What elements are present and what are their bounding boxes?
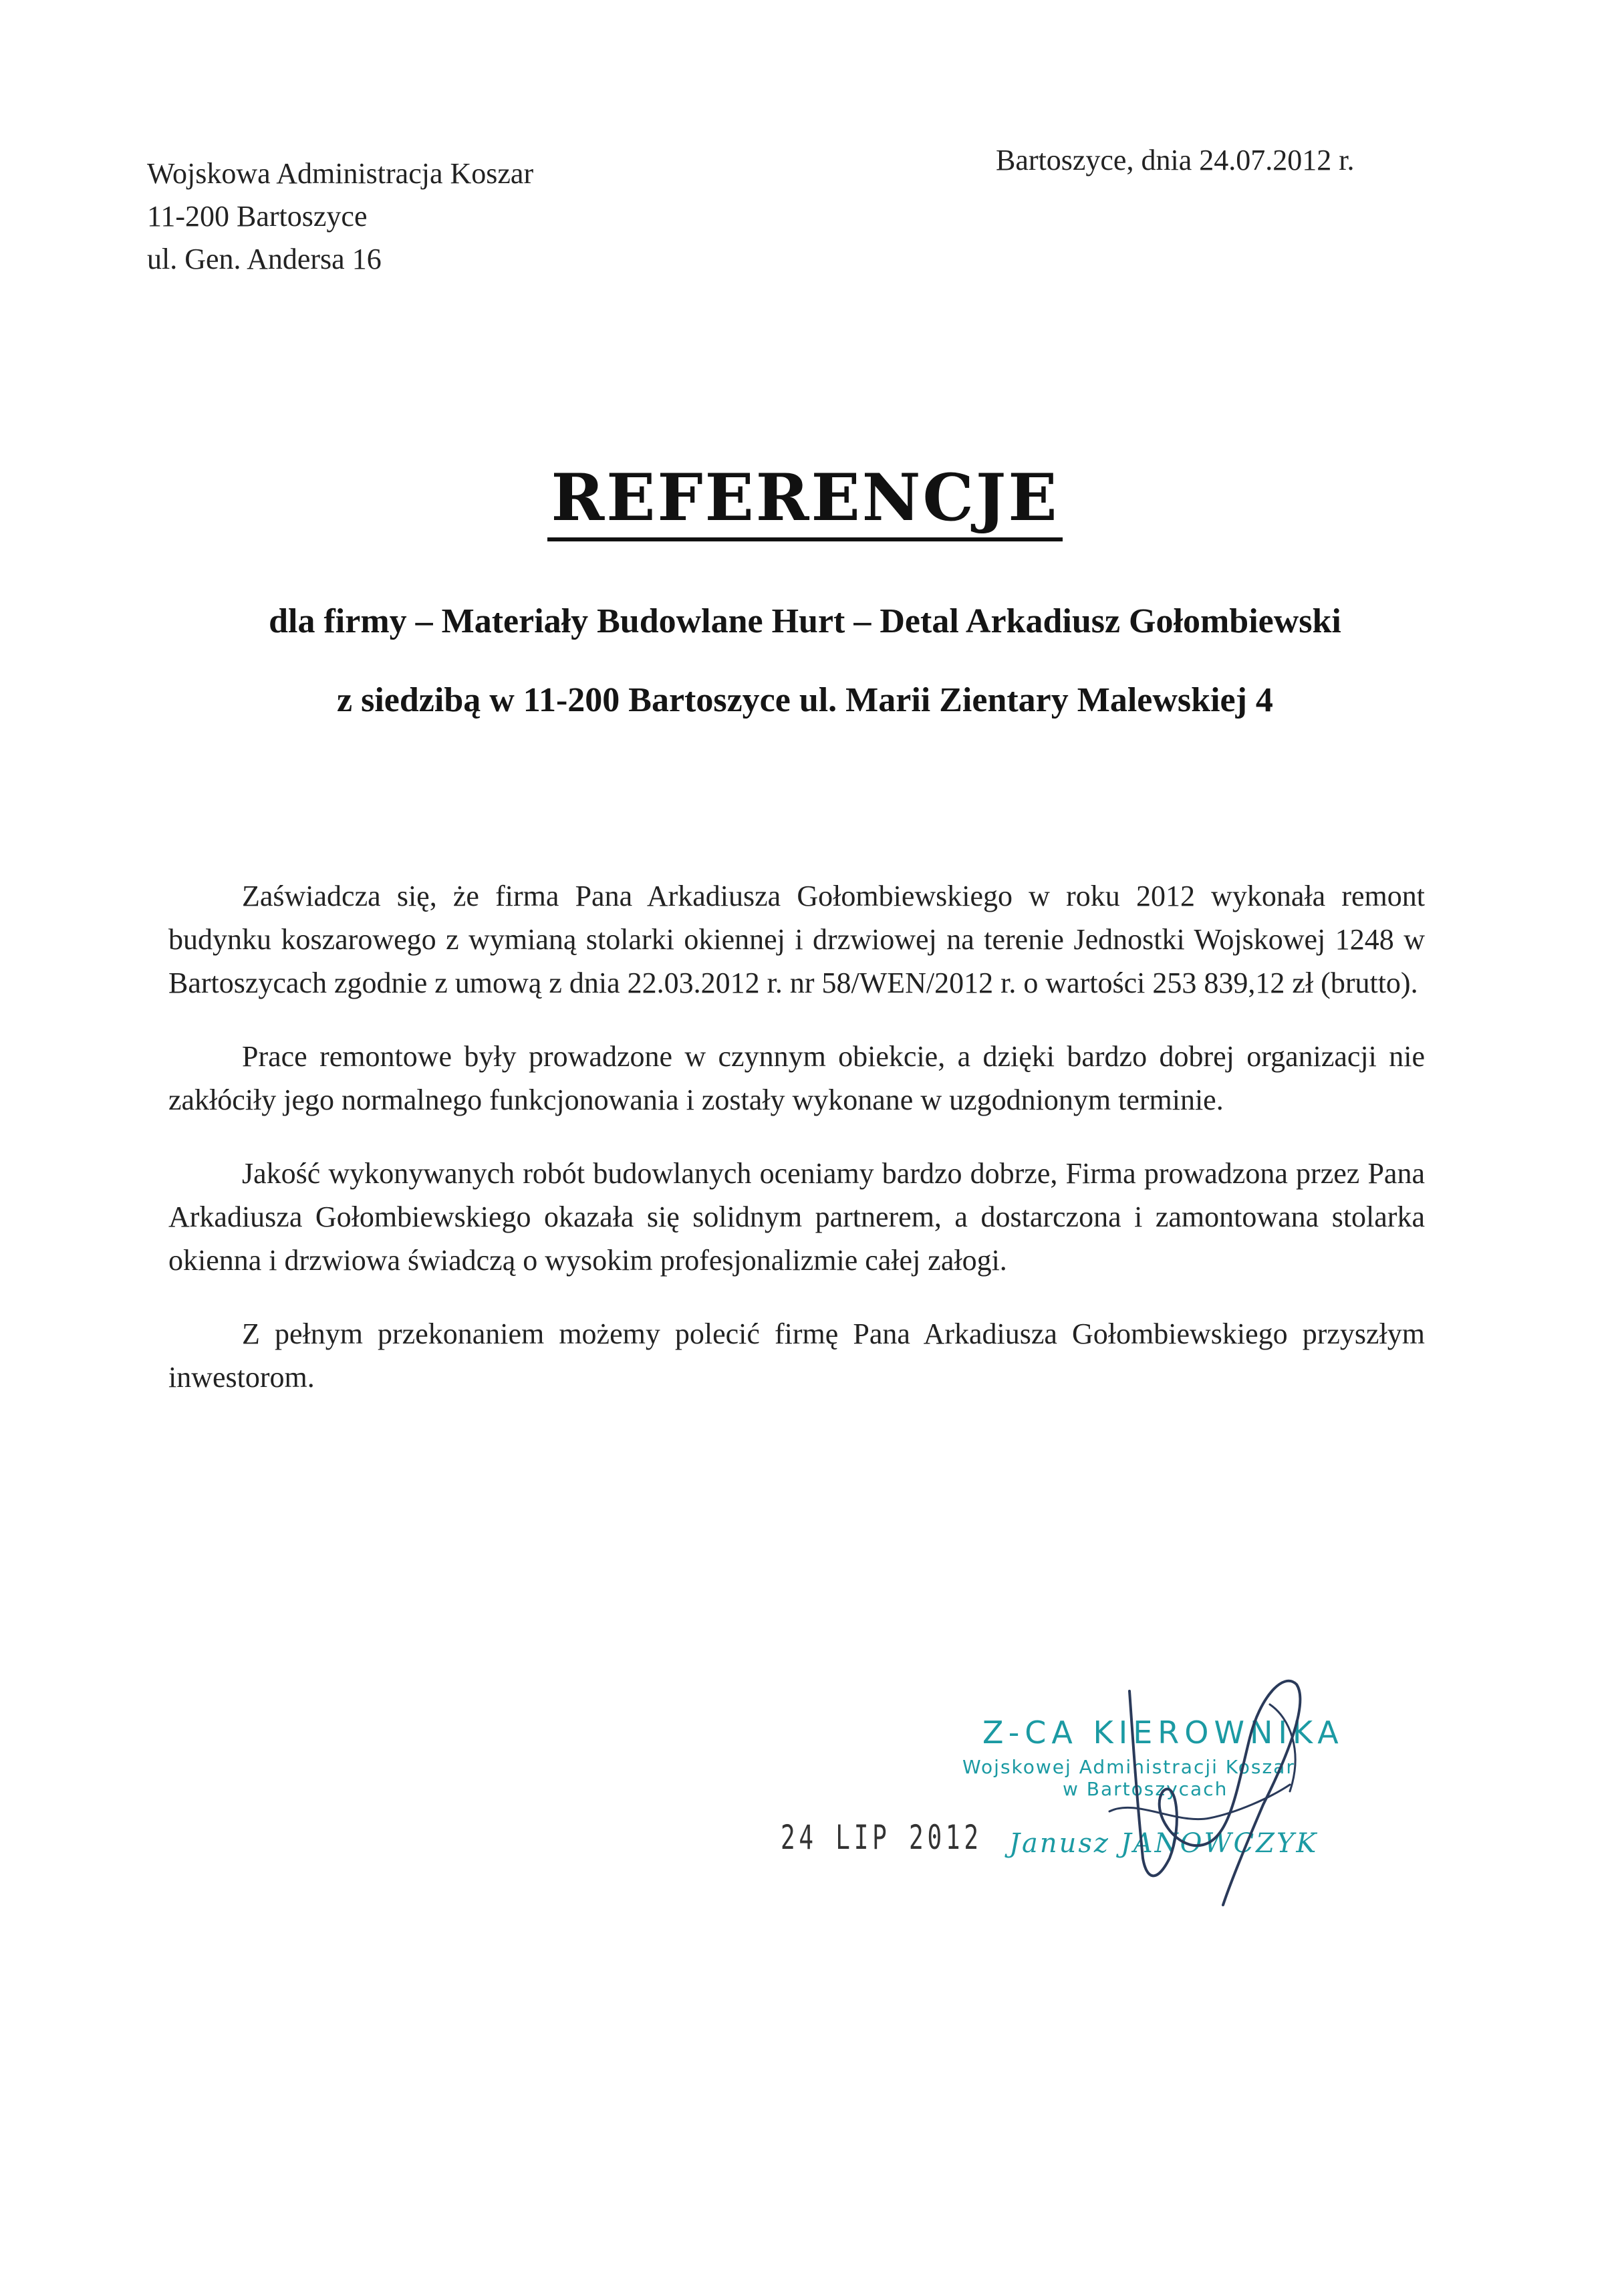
paragraph-quality: Jakość wykonywanych robót budowlanych oceniamy bardzo dobrze, Firma prowadzona przez Pana Arkadiusza Gołombiewskiego okazała się solidnym partnerem, a dostarczona i zamontowana stolarka okienna i drzwiowa świadczą o wysokim profesjonalizmie całej załogi.: [168, 1157, 1425, 1277]
paragraph-recommendation: Z pełnym przekonaniem możemy polecić firmę Pana Arkadiusza Gołombiewskiego przyszłym inwestorom.: [168, 1317, 1425, 1394]
place-and-date: Bartoszyce, dnia 24.07.2012 r.: [996, 144, 1355, 176]
sender-address: [147, 152, 533, 281]
sender-street: ul. Gen. Andersa 16: [147, 243, 382, 275]
paragraph-organization: Prace remontowe były prowadzone w czynnym obiekcie, a dzięki bardzo dobrej organizacji nie zakłóciły jego normalnego funkcjonowania i zostały wykonane w uzgodnionym terminie.: [168, 1040, 1425, 1116]
handwritten-signature: [1069, 1658, 1350, 1912]
document-title: REFERENCJE: [547, 461, 1063, 541]
stamp-title: Z-CA KIEROWNIKA: [982, 1714, 1344, 1751]
stamp-signatory-name: Janusz JANOWCZYK: [1009, 1828, 1319, 1859]
stamp-org-line2: w Bartoszycach: [1063, 1778, 1228, 1800]
letter-body: [168, 874, 1425, 1429]
stamp-org-line1: Wojskowej Administracji Koszar: [962, 1756, 1295, 1778]
sender-name: Wojskowa Administracja Koszar: [147, 157, 534, 190]
company-name-line: dla firmy – Materiały Budowlane Hurt – Detal Arkadiusz Gołombiewski: [269, 602, 1341, 640]
sender-postcode-city: 11-200 Bartoszyce: [147, 200, 368, 233]
paragraph-certification: Zaświadcza się, że firma Pana Arkadiusza Gołombiewskiego w roku 2012 wykonała remont budynku koszarowego z wymianą stolarki okiennej i drzwiowej na terenie Jednostki Wojskowej 1248 w Bartoszycach zgodnie z umową z dnia 22.03.2012 r. nr 58/WEN/2012 r. o wartości 253 839,12 zł (brutto).: [168, 880, 1425, 999]
title-container: [0, 461, 1610, 541]
company-address-line: z siedzibą w 11-200 Bartoszyce ul. Marii Zientary Malewskiej 4: [337, 681, 1273, 719]
received-date-stamp: 24 LIP 2012: [781, 1818, 982, 1857]
